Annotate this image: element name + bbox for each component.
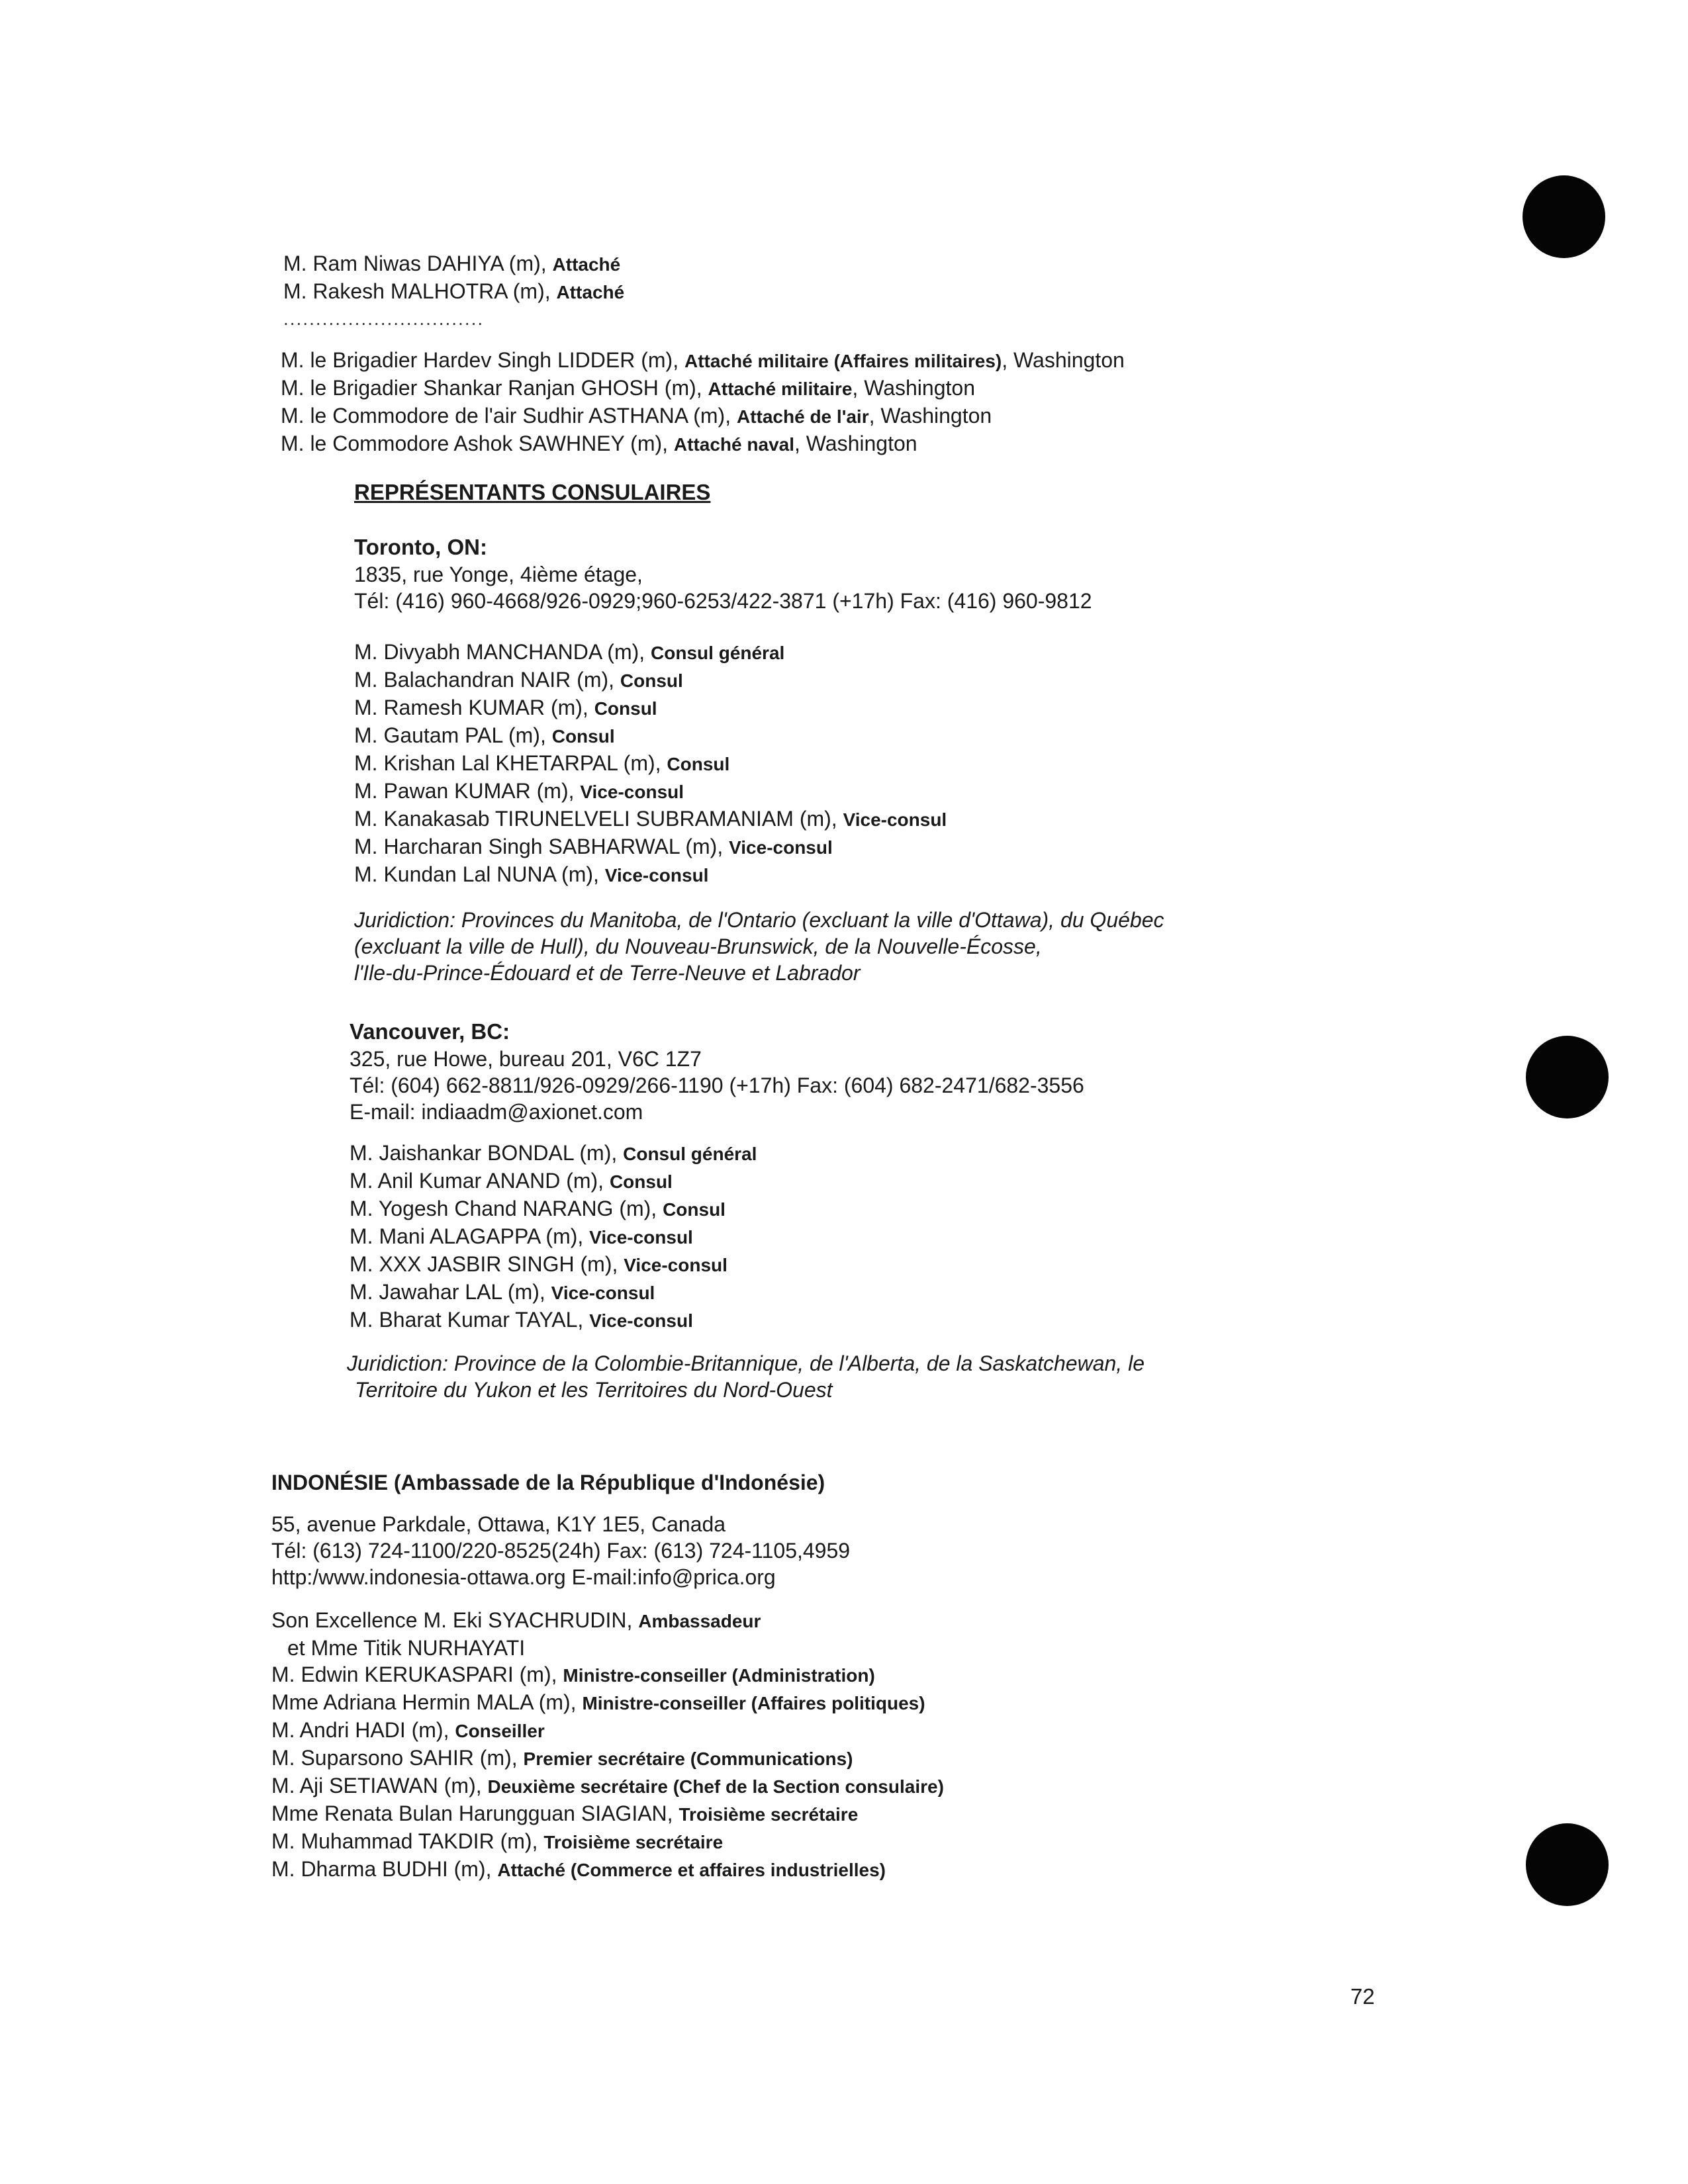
list-item: M. Balachandran NAIR (m), Consul — [354, 668, 683, 692]
list-item: M. le Brigadier Shankar Ranjan GHOSH (m), Attaché militaire, Washington — [281, 376, 975, 400]
address: 55, avenue Parkdale, Ottawa, K1Y 1E5, Canada — [271, 1512, 726, 1536]
list-item: M. Ramesh KUMAR (m), Consul — [354, 696, 657, 719]
list-item: Son Excellence M. Eki SYACHRUDIN, Ambassadeur — [271, 1608, 761, 1632]
list-item: M. Muhammad TAKDIR (m), Troisième secrétaire — [271, 1829, 724, 1853]
city-title: Vancouver, BC: — [350, 1019, 510, 1044]
list-item: M. le Commodore Ashok SAWHNEY (m), Attaché naval, Washington — [281, 432, 917, 455]
list-item: M. XXX JASBIR SINGH (m), Vice-consul — [350, 1252, 727, 1276]
military-attache-list — [281, 347, 1125, 458]
list-item: M. Anil Kumar ANAND (m), Consul — [350, 1169, 673, 1193]
list-item: Mme Adriana Hermin MALA (m), Ministre-conseiller (Affaires politiques) — [271, 1690, 925, 1714]
list-item: M. Edwin KERUKASPARI (m), Ministre-conseiller (Administration) — [271, 1662, 875, 1686]
phone: Tél: (416) 960-4668/926-0929;960-6253/422-3871 (+17h) Fax: (416) 960-9812 — [354, 589, 1092, 613]
list-item: et Mme Titik NURHAYATI — [287, 1636, 526, 1660]
page-number: 72 — [1350, 1984, 1375, 2009]
punch-hole-middle — [1526, 1036, 1609, 1118]
address: 1835, rue Yonge, 4ième étage, — [354, 563, 643, 586]
list-item: M. Pawan KUMAR (m), Vice-consul — [354, 779, 684, 803]
list-item: M. Yogesh Chand NARANG (m), Consul — [350, 1197, 726, 1220]
list-item: M. Andri HADI (m), Conseiller — [271, 1718, 545, 1742]
punch-hole-bottom — [1526, 1823, 1609, 1906]
list-item: M. le Brigadier Hardev Singh LIDDER (m), Attaché militaire (Affaires militaires), Washington — [281, 348, 1125, 372]
list-item: M. Harcharan Singh SABHARWAL (m), Vice-consul — [354, 835, 833, 858]
attache-list — [283, 250, 624, 332]
list-item: M. Mani ALAGAPPA (m), Vice-consul — [350, 1224, 693, 1248]
list-item: M. Dharma BUDHI (m), Attaché (Commerce et affaires industrielles) — [271, 1857, 886, 1881]
list-item: M. Jawahar LAL (m), Vice-consul — [350, 1280, 655, 1304]
dotted-separator: ............................... — [283, 308, 485, 329]
website-email: http:/www.indonesia-ottawa.org E-mail:info@prica.org — [271, 1565, 776, 1589]
indonesia-staff-list — [271, 1607, 944, 1884]
list-item: M. Bharat Kumar TAYAL, Vice-consul — [350, 1308, 693, 1332]
punch-hole-top — [1523, 175, 1605, 258]
list-item: M. Suparsono SAHIR (m), Premier secrétaire (Communications) — [271, 1746, 853, 1770]
vancouver-jurisdiction: Juridiction: Province de la Colombie-Britannique, de l'Alberta, de la Saskatchewan, le Territoire du Yukon et les Territoires du Nord-Ouest — [347, 1351, 1145, 1402]
consular-heading: REPRÉSENTANTS CONSULAIRES — [354, 480, 711, 504]
list-item: M. Kundan Lal NUNA (m), Vice-consul — [354, 862, 709, 886]
address: 325, rue Howe, bureau 201, V6C 1Z7 — [350, 1047, 702, 1071]
phone: Tél: (604) 662-8811/926-0929/266-1190 (+17h) Fax: (604) 682-2471/682-3556 — [350, 1073, 1084, 1097]
toronto-jurisdiction: Juridiction: Provinces du Manitoba, de l'Ontario (excluant la ville d'Ottawa), du Québec (excluant la ville de Hull), du Nouveau-Brunswick, de la Nouvelle-Écosse, l'Ile-du-Prince-Édouard et de Terre-Neuve et Labrador — [354, 908, 1164, 985]
list-item: M. Krishan Lal KHETARPAL (m), Consul — [354, 751, 730, 775]
email: E-mail: indiaadm@axionet.com — [350, 1100, 643, 1124]
list-item: M. Kanakasab TIRUNELVELI SUBRAMANIAM (m), Vice-consul — [354, 807, 947, 831]
vancouver-staff-list — [350, 1140, 757, 1334]
list-item: M. Aji SETIAWAN (m), Deuxième secrétaire (Chef de la Section consulaire) — [271, 1774, 944, 1797]
list-item: M. le Commodore de l'air Sudhir ASTHANA (m), Attaché de l'air, Washington — [281, 404, 992, 428]
phone: Tél: (613) 724-1100/220-8525(24h) Fax: (613) 724-1105,4959 — [271, 1539, 851, 1563]
vancouver-section — [350, 1018, 1084, 1125]
list-item: M. Divyabh MANCHANDA (m), Consul général — [354, 640, 785, 664]
country-heading: INDONÉSIE (Ambassade de la République d'Indonésie) — [271, 1471, 825, 1494]
list-item: M. Gautam PAL (m), Consul — [354, 723, 615, 747]
toronto-section — [354, 533, 1092, 614]
list-item: M. Jaishankar BONDAL (m), Consul général — [350, 1141, 757, 1165]
toronto-staff-list — [354, 639, 947, 889]
indonesia-contact — [271, 1511, 850, 1590]
list-item: M. Ram Niwas DAHIYA (m), Attaché — [283, 251, 621, 275]
city-title: Toronto, ON: — [354, 535, 487, 559]
list-item: Mme Renata Bulan Harungguan SIAGIAN, Troisième secrétaire — [271, 1801, 859, 1825]
list-item: M. Rakesh MALHOTRA (m), Attaché — [283, 279, 625, 303]
